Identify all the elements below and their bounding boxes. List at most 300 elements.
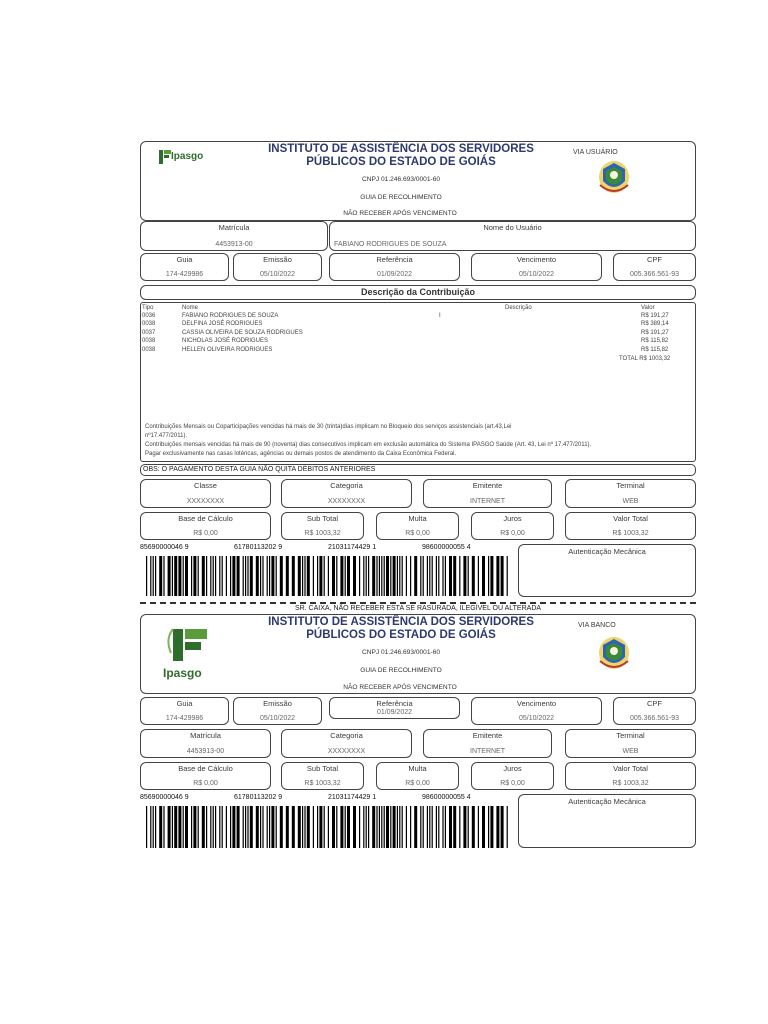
- barcode-bar: [390, 556, 391, 596]
- barcode-bar: [269, 556, 270, 596]
- sub-total-box: [281, 762, 364, 790]
- matricula-box: [140, 221, 328, 251]
- vencimento-box: [471, 253, 602, 281]
- guia-value: 174-429986: [165, 271, 204, 278]
- barcode-bar: [376, 556, 377, 596]
- multa-box: [376, 762, 459, 790]
- barcode-bar: [445, 556, 446, 596]
- barcode-bottom: [146, 806, 508, 848]
- barcode-bar: [185, 556, 188, 596]
- barcode-bar: [183, 806, 184, 848]
- barcode-bar: [150, 556, 151, 596]
- obs-text: OBS: O PAGAMENTO DESTA GUIA NÃO QUITA DÉBITOS ANTERIORES: [143, 466, 376, 473]
- barcode-bar: [198, 556, 199, 596]
- barcode-bar: [332, 806, 335, 848]
- goias-coat-of-arms: [597, 635, 631, 671]
- barcode-bar: [307, 806, 310, 848]
- barcode-bar: [423, 806, 424, 848]
- barcode-bar: [302, 806, 303, 848]
- ipasgo-logo-icon: [163, 627, 213, 667]
- cut-line: [140, 602, 696, 604]
- barcode-bar: [298, 556, 301, 596]
- emissao-label: Emissão: [263, 255, 292, 264]
- barcode-bar: [262, 806, 263, 848]
- barcode-bar: [159, 806, 162, 848]
- barcode-bar: [328, 556, 329, 596]
- matricula-label: Matrícula: [218, 223, 250, 232]
- cpf-value: 005.366.561-93: [629, 715, 680, 722]
- nome-usuario-box: [329, 221, 696, 251]
- barcode-bar: [490, 806, 493, 848]
- barcode-bar: [381, 556, 382, 596]
- barcode-bar: [172, 806, 173, 848]
- barcode-bar: [432, 806, 433, 848]
- barcode-bar: [472, 556, 475, 596]
- row-tipo: 0036: [142, 313, 156, 319]
- row-nome: HELLEN OLIVEIRA RODRIGUES: [182, 347, 273, 353]
- barcode-bar: [507, 806, 508, 848]
- note-line2: nº17.477/2011).: [145, 433, 188, 439]
- barcode-bar: [359, 556, 360, 596]
- barcode-bar: [193, 806, 196, 848]
- barcode-bar: [384, 806, 385, 848]
- barcode-bar: [219, 556, 220, 596]
- guia-box: [140, 253, 229, 281]
- barcode-bar: [399, 556, 400, 596]
- categoria-label: Categoria: [330, 731, 363, 740]
- vencimento-label: Vencimento: [516, 255, 557, 264]
- col-header-tipo: Tipo: [142, 305, 154, 311]
- barcode-bar: [178, 806, 181, 848]
- barcode-bar: [384, 556, 385, 596]
- barcode-bar: [390, 806, 391, 848]
- row-valor: R$ 191,27: [641, 313, 669, 319]
- cpf-label: CPF: [647, 699, 662, 708]
- barcode-bar: [376, 806, 377, 848]
- juros-box: [471, 762, 554, 790]
- barcode-bar: [183, 556, 184, 596]
- institute-title-line2: PÚBLICOS DO ESTADO DE GOIÁS: [306, 156, 496, 168]
- terminal-value: WEB: [622, 748, 639, 755]
- multa-label: Multa: [408, 764, 427, 773]
- barcode-bar: [468, 806, 469, 848]
- obs-box: [140, 464, 696, 476]
- referencia-label: Referência: [376, 699, 413, 708]
- barcode-bar: [347, 806, 350, 848]
- logo-text-large: Ipasgo: [163, 666, 202, 680]
- barcode-bar: [496, 556, 499, 596]
- barcode-bar: [449, 556, 452, 596]
- barcode-bar: [206, 556, 207, 596]
- vencimento-box: [471, 697, 602, 725]
- barcode-bar: [230, 556, 231, 596]
- matricula-value: 4453913-00: [186, 748, 225, 755]
- row-valor: R$ 115,82: [641, 338, 669, 344]
- classe-box: [140, 479, 271, 508]
- categoria-box: [281, 729, 412, 758]
- autenticacao-box-top: [518, 544, 696, 597]
- emitente-label: Emitente: [472, 731, 503, 740]
- cashier-warning: SR. CAIXA, NÃO RECEBER ESTA SE RASURADA, ILEGÍVEL OU ALTERADA: [294, 605, 542, 612]
- barcode-bar: [219, 806, 220, 848]
- barcode-bar: [490, 556, 493, 596]
- barcode-bar: [402, 556, 403, 596]
- barcode-bar: [468, 556, 469, 596]
- sub-total-label: Sub Total: [306, 764, 339, 773]
- barcode-bar: [438, 806, 439, 848]
- barcode-bar: [245, 806, 246, 848]
- barcode-bar: [155, 556, 156, 596]
- nome-usuario-value: FABIANO RODRIGUES DE SOUZA: [334, 241, 447, 248]
- barcode-bar: [488, 556, 489, 596]
- barcode-bar: [445, 806, 446, 848]
- barcode-bar: [168, 556, 171, 596]
- barcode-bar: [210, 806, 211, 848]
- categoria-box: [281, 479, 412, 508]
- vencimento-value: 05/10/2022: [518, 271, 555, 278]
- valor-total-label: Valor Total: [613, 764, 648, 773]
- barcode-bar: [247, 556, 248, 596]
- barcode-bar: [155, 806, 156, 848]
- barcode-bar: [482, 556, 485, 596]
- barcode-bar: [459, 556, 460, 596]
- barcode-bar: [307, 556, 310, 596]
- barcode-digits-3: 21031174429 1: [328, 544, 377, 551]
- note-line3: Contribuições mensais vencidas há mais de 90 (noventa) dias consecutivos implicam em exclusão automática do Sistema IPASGO Saúde (Art. 43, Lei nº 17.477/2011).: [145, 442, 592, 448]
- barcode-bar: [172, 556, 173, 596]
- base-calculo-value: R$ 0,00: [193, 780, 218, 787]
- nome-usuario-label: Nome do Usuário: [483, 223, 542, 232]
- barcode-bar: [286, 806, 289, 848]
- barcode-bar: [345, 806, 346, 848]
- juros-label: Juros: [503, 764, 522, 773]
- barcode-digits-2: 61780113202 9: [234, 794, 283, 801]
- barcode-bar: [213, 556, 214, 596]
- classe-value: XXXXXXXX: [186, 498, 225, 505]
- matricula-box: [140, 729, 271, 758]
- valor-total-value: R$ 1003,32: [612, 530, 649, 537]
- barcode-bar: [332, 556, 335, 596]
- valor-total-box: [565, 512, 696, 540]
- barcode-bar: [336, 556, 337, 596]
- barcode-bar: [202, 806, 205, 848]
- barcode-bar: [222, 806, 223, 848]
- barcode-digits-3: 21031174429 1: [328, 794, 377, 801]
- barcode-bar: [304, 806, 305, 848]
- barcode-top: [146, 556, 508, 596]
- barcode-bar: [453, 556, 456, 596]
- col-header-descricao: Descrição: [505, 305, 532, 311]
- descricao-header-box: [140, 285, 696, 300]
- barcode-bar: [363, 806, 364, 848]
- categoria-label: Categoria: [330, 481, 363, 490]
- barcode-bar: [397, 806, 398, 848]
- emitente-box: [423, 729, 552, 758]
- emissao-value: 05/10/2022: [259, 715, 296, 722]
- barcode-bar: [232, 556, 235, 596]
- barcode-bar: [304, 556, 305, 596]
- institute-title-line1: INSTITUTO DE ASSISTÊNCIA DOS SERVIDORES: [268, 143, 534, 155]
- row-tipo: 0038: [142, 347, 156, 353]
- barcode-bar: [292, 806, 295, 848]
- barcode-bar: [193, 556, 196, 596]
- barcode-digits-2: 61780113202 9: [234, 544, 283, 551]
- guia-value: 174-429986: [165, 715, 204, 722]
- barcode-bar: [488, 806, 489, 848]
- terminal-box: [565, 479, 696, 508]
- barcode-bar: [427, 556, 428, 596]
- juros-value: R$ 0,00: [500, 780, 525, 787]
- header-box-user: [140, 141, 696, 221]
- barcode-bar: [271, 806, 274, 848]
- terminal-value: WEB: [622, 498, 639, 505]
- barcode-bar: [232, 806, 235, 848]
- no-accept-after-due: NÃO RECEBER APÓS VENCIMENTO: [343, 210, 457, 217]
- barcode-bar: [449, 806, 452, 848]
- barcode-bar: [163, 806, 164, 848]
- guia-label: Guia: [176, 699, 193, 708]
- barcode-bar: [507, 556, 508, 596]
- cpf-value: 005.366.561-93: [629, 271, 680, 278]
- categoria-value: XXXXXXXX: [327, 748, 366, 755]
- base-calculo-box: [140, 762, 271, 790]
- coat-of-arms-icon: [597, 159, 631, 195]
- barcode-bar: [146, 556, 147, 596]
- barcode-bar: [410, 556, 411, 596]
- barcode-bar: [436, 806, 437, 848]
- emitente-label: Emitente: [472, 481, 503, 490]
- barcode-bar: [237, 806, 240, 848]
- barcode-digits-4: 98600000055 4: [422, 544, 471, 551]
- barcode-bar: [153, 806, 154, 848]
- referencia-box: [329, 253, 460, 281]
- guia-label: Guia: [176, 255, 193, 264]
- cpf-label: CPF: [647, 255, 662, 264]
- autenticacao-box-bottom: [518, 794, 696, 848]
- row-tipo: 0038: [142, 338, 156, 344]
- barcode-bar: [226, 556, 227, 596]
- barcode-bar: [453, 806, 456, 848]
- barcode-bar: [478, 556, 479, 596]
- barcode-bar: [250, 806, 253, 848]
- classe-label: Classe: [194, 481, 217, 490]
- row-tipo: 0038: [142, 321, 156, 327]
- barcode-bar: [198, 806, 199, 848]
- barcode-bar: [429, 556, 430, 596]
- barcode-bar: [302, 556, 303, 596]
- barcode-bar: [168, 806, 171, 848]
- barcode-bar: [324, 806, 325, 848]
- cnpj-text: CNPJ 01.246.693/0001-60: [361, 176, 441, 183]
- barcode-bar: [206, 806, 207, 848]
- barcode-bar: [429, 806, 430, 848]
- barcode-bar: [379, 556, 380, 596]
- barcode-bar: [319, 556, 322, 596]
- barcode-bar: [393, 806, 396, 848]
- emitente-box: [423, 479, 552, 508]
- barcode-bar: [366, 556, 367, 596]
- coat-of-arms-icon: [597, 635, 631, 671]
- referencia-box: [329, 697, 460, 719]
- sub-total-value: R$ 1003,32: [304, 530, 341, 537]
- barcode-bar: [153, 556, 154, 596]
- guide-label: GUIA DE RECOLHIMENTO: [360, 194, 442, 201]
- emitente-value: INTERNET: [470, 748, 505, 755]
- barcode-bar: [150, 806, 151, 848]
- barcode-digits-1: 85690000046 9: [140, 544, 189, 551]
- matricula-label: Matrícula: [190, 731, 221, 740]
- base-calculo-box: [140, 512, 271, 540]
- barcode-bar: [276, 556, 277, 596]
- row-descricao: I: [439, 313, 441, 319]
- barcode-bar: [397, 556, 398, 596]
- barcode-bar: [336, 806, 337, 848]
- goias-coat-of-arms: [597, 159, 631, 195]
- row-valor: R$ 115,82: [641, 347, 669, 353]
- barcode-bar: [271, 556, 274, 596]
- base-calculo-label: Base de Cálculo: [178, 514, 233, 523]
- barcode-bar: [250, 556, 253, 596]
- barcode-bar: [313, 556, 314, 596]
- barcode-bar: [202, 556, 205, 596]
- multa-value: R$ 0,00: [405, 530, 430, 537]
- barcode-bar: [414, 556, 417, 596]
- row-valor: R$ 389,14: [641, 321, 669, 327]
- sub-total-value: R$ 1003,32: [304, 780, 341, 787]
- barcode-bar: [366, 806, 367, 848]
- barcode-bar: [280, 806, 283, 848]
- barcode-bar: [298, 806, 301, 848]
- referencia-value: 01/09/2022: [376, 709, 413, 716]
- barcode-bar: [247, 806, 248, 848]
- barcode-digits-4: 98600000055 4: [422, 794, 471, 801]
- barcode-bar: [276, 806, 277, 848]
- barcode-bar: [260, 556, 261, 596]
- barcode-bar: [159, 556, 162, 596]
- barcode-bar: [163, 556, 164, 596]
- sub-total-box: [281, 512, 364, 540]
- barcode-bar: [459, 806, 460, 848]
- barcode-bar: [478, 806, 479, 848]
- emissao-box: [233, 253, 322, 281]
- juros-box: [471, 512, 554, 540]
- row-nome: FABIANO RODRIGUES DE SOUZA: [182, 313, 279, 319]
- barcode-bar: [185, 806, 188, 848]
- base-calculo-label: Base de Cálculo: [178, 764, 233, 773]
- cpf-box: [613, 253, 696, 281]
- barcode-bar: [345, 556, 346, 596]
- multa-box: [376, 512, 459, 540]
- header-box-bank: [140, 614, 696, 694]
- cnpj-text: CNPJ 01.246.693/0001-60: [361, 649, 441, 656]
- col-header-nome: Nome: [182, 305, 199, 311]
- barcode-bar: [347, 556, 350, 596]
- autenticacao-label: Autenticação Mecânica: [568, 547, 646, 556]
- note-line4: Pagar exclusivamente nas casas lotéricas, agências ou demais postos de atendimento da Caixa Econômica Federal.: [145, 451, 457, 457]
- barcode-bar: [226, 806, 227, 848]
- table-total: TOTAL R$ 1003,32: [619, 356, 671, 362]
- guia-box: [140, 697, 229, 725]
- barcode-bar: [501, 556, 504, 596]
- barcode-bar: [237, 556, 240, 596]
- barcode-bar: [174, 806, 177, 848]
- barcode-bar: [286, 556, 289, 596]
- barcode-bar: [243, 806, 244, 848]
- emissao-label: Emissão: [263, 699, 292, 708]
- barcode-bar: [256, 556, 259, 596]
- institute-title-line2: PÚBLICOS DO ESTADO DE GOIÁS: [306, 629, 496, 641]
- terminal-box: [565, 729, 696, 758]
- barcode-bar: [340, 556, 343, 596]
- barcode-bar: [402, 806, 403, 848]
- col-header-valor: Valor: [641, 305, 655, 311]
- barcode-bar: [386, 806, 389, 848]
- categoria-value: XXXXXXXX: [327, 498, 366, 505]
- barcode-bar: [406, 556, 407, 596]
- referencia-label: Referência: [376, 255, 413, 264]
- row-nome: NICHOLAS JOSÉ RODRIGUES: [182, 338, 269, 344]
- barcode-bar: [292, 556, 295, 596]
- barcode-bar: [210, 556, 211, 596]
- row-valor: R$ 191,27: [641, 330, 669, 336]
- barcode-bar: [317, 806, 318, 848]
- emissao-value: 05/10/2022: [259, 271, 296, 278]
- barcode-bar: [213, 806, 214, 848]
- barcode-bar: [372, 806, 375, 848]
- via-usuario-label: VIA USUÁRIO: [573, 149, 618, 156]
- barcode-bar: [406, 806, 407, 848]
- barcode-bar: [427, 806, 428, 848]
- emissao-box: [233, 697, 322, 725]
- barcode-bar: [410, 806, 411, 848]
- barcode-bar: [215, 556, 216, 596]
- barcode-bar: [319, 806, 322, 848]
- barcode-bar: [420, 806, 421, 848]
- barcode-bar: [496, 806, 499, 848]
- ipasgo-logo-icon: [159, 150, 171, 164]
- juros-value: R$ 0,00: [500, 530, 525, 537]
- barcode-bar: [280, 556, 283, 596]
- barcode-bar: [328, 806, 329, 848]
- barcode-bar: [222, 556, 223, 596]
- barcode-bar: [245, 556, 246, 596]
- valor-total-value: R$ 1003,32: [612, 780, 649, 787]
- barcode-bar: [313, 806, 314, 848]
- barcode-bar: [215, 806, 216, 848]
- barcode-bar: [386, 556, 389, 596]
- row-nome: CASSIA OLIVEIRA DE SOUZA RODRIGUES: [182, 330, 303, 336]
- guide-label: GUIA DE RECOLHIMENTO: [360, 667, 442, 674]
- barcode-bar: [256, 806, 259, 848]
- barcode-bar: [260, 806, 261, 848]
- base-calculo-value: R$ 0,00: [193, 530, 218, 537]
- barcode-bar: [353, 556, 356, 596]
- multa-value: R$ 0,00: [405, 780, 430, 787]
- emitente-value: INTERNET: [470, 498, 505, 505]
- barcode-bar: [423, 556, 424, 596]
- barcode-bar: [463, 806, 466, 848]
- barcode-bar: [267, 806, 268, 848]
- vencimento-value: 05/10/2022: [518, 715, 555, 722]
- barcode-bar: [146, 806, 147, 848]
- descricao-header-label: Descrição da Contribuição: [360, 287, 476, 297]
- barcode-bar: [174, 556, 177, 596]
- barcode-bar: [269, 806, 270, 848]
- barcode-bar: [340, 806, 343, 848]
- barcode-bar: [178, 556, 181, 596]
- barcode-bar: [472, 806, 475, 848]
- barcode-bar: [414, 806, 417, 848]
